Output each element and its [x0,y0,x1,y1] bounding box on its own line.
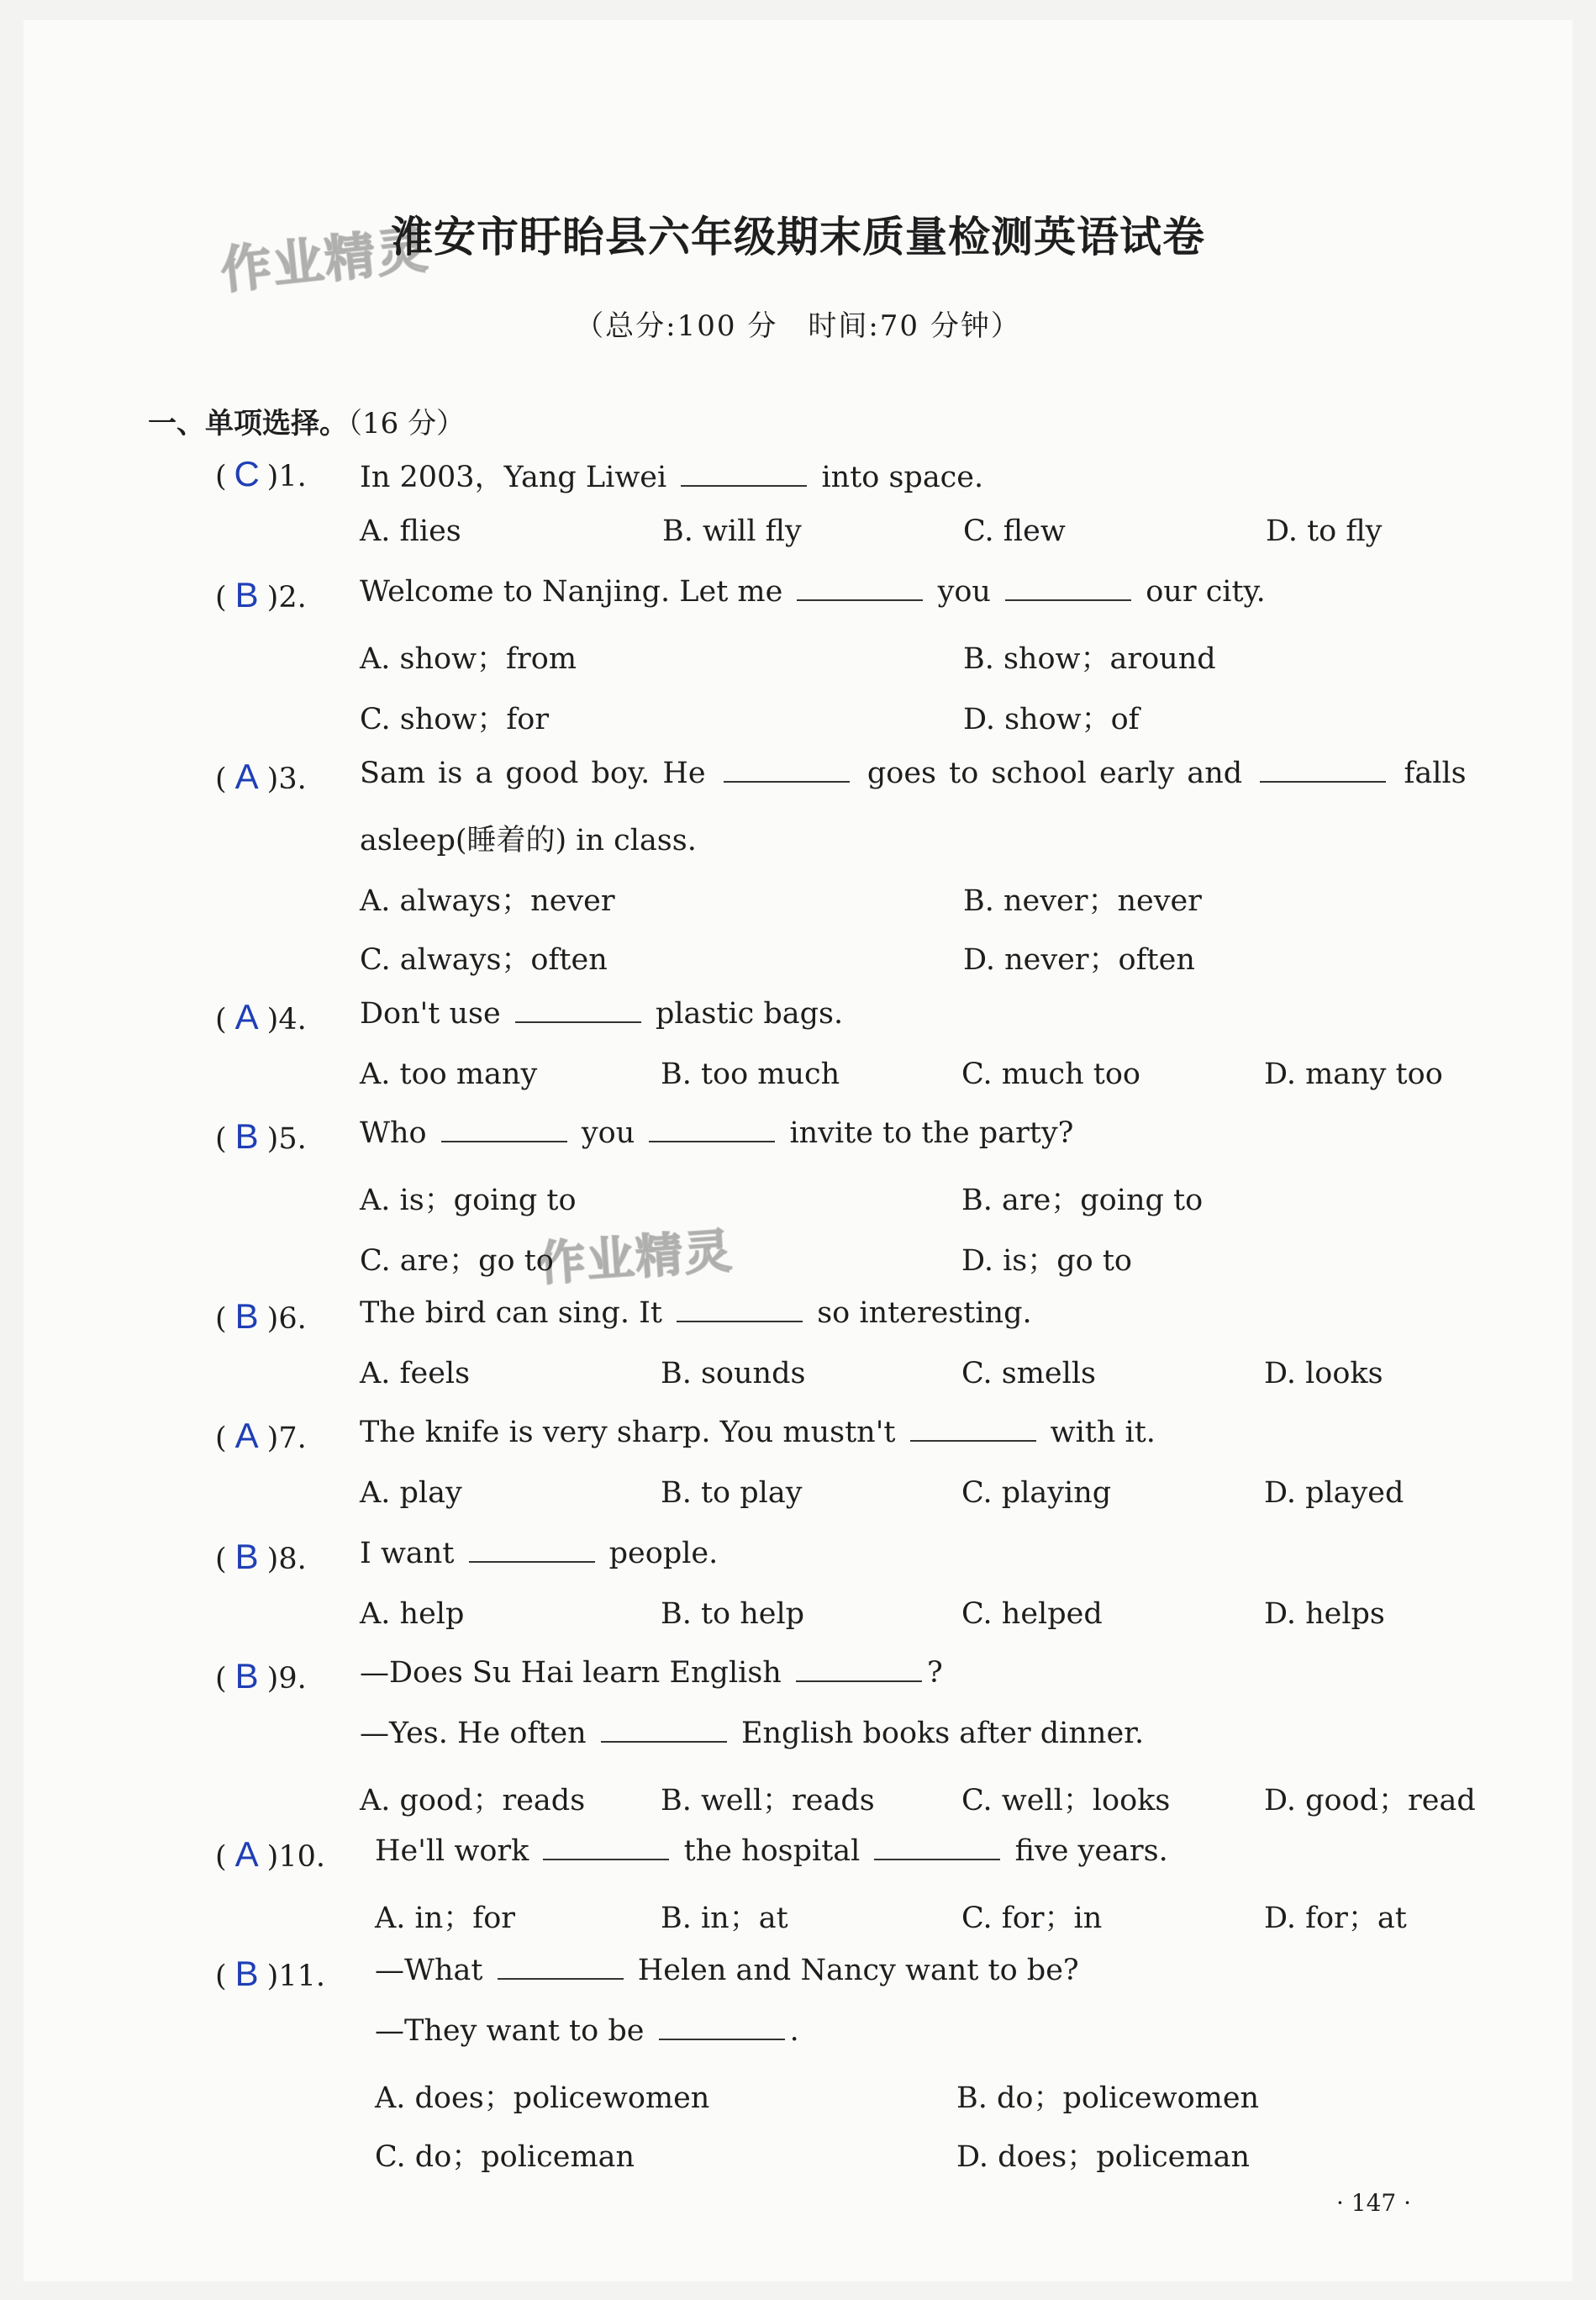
option-b: B. never；never [963,884,1202,918]
stem-text: —Does Su Hai learn English [360,1656,791,1690]
stem-text: —They want to be [375,2014,654,2048]
answer-blank [601,1717,727,1743]
answer-paren: ( A )4. [215,997,307,1037]
question-number: 1. [278,460,307,493]
option-d: D. helps [1264,1597,1385,1631]
option-c: C. smells [961,1357,1096,1390]
option-a: A. good；reads [360,1784,586,1817]
answer-paren: ( A )3. [215,757,307,796]
option-c: C. much too [961,1058,1140,1091]
answer-blank [724,757,850,783]
question-number: 6. [278,1302,307,1336]
option-a: A. does；policewomen [375,2081,710,2115]
answer-mark: A [234,1834,259,1874]
answer-paren: ( B )5. [215,1116,307,1156]
question-stem [360,454,983,496]
answer-mark: B [234,1656,259,1696]
option-b: B. do；policewomen [956,2081,1260,2115]
question-stem [360,1416,1156,1449]
answer-blank [681,462,807,487]
answer-paren: ( B )11. [215,1954,325,1993]
answer-blank [874,1835,1000,1860]
answer-mark: B [234,1116,259,1156]
stem-text: our city. [1136,575,1266,609]
option-a: A. always；never [360,884,615,918]
stem-text: Helen and Nancy want to be? [628,1954,1079,1987]
option-b: B. in；at [661,1902,788,1935]
answer-blank [910,1416,1036,1442]
watermark-logo: 作业精灵 [536,1223,735,1293]
answer-mark: B [234,575,259,615]
option-d: D. good；read [1264,1784,1476,1817]
answer-mark: A [234,757,259,796]
option-b: B. are；going to [961,1184,1204,1217]
option-b: B. well；reads [661,1784,875,1817]
stem-text: He'll work [375,1834,539,1868]
exam-info: （总分:100 分 时间:70 分钟） [575,309,1021,343]
option-a: A. play [360,1476,462,1510]
option-b: B. to help [661,1597,805,1631]
question-stem [360,1656,943,1690]
stem-text: . [789,2014,799,2048]
stem-text: English books after dinner. [731,1717,1145,1750]
answer-blank [469,1538,595,1563]
answer-paren: ( B )8. [215,1537,307,1576]
page-number: · 147 · [1336,2189,1412,2217]
stem-text: the hospital [674,1834,870,1868]
option-d: D. played [1264,1476,1404,1510]
answer-mark: A [234,1416,259,1455]
stem-text: ? [926,1656,943,1690]
answer-blank [543,1835,669,1860]
stem-text: Sam is a good boy. He [360,757,719,790]
answer-blank [649,1117,775,1142]
answer-blank [1005,576,1131,601]
stem-text: Who [360,1116,436,1150]
section-label: 一、单项选择。 [148,407,348,440]
question-number: 11. [278,1960,325,1993]
stem-text: goes to school early and [854,757,1256,790]
answer-blank [797,576,923,601]
answer-blank [1260,757,1386,783]
option-b: B. show；around [963,642,1216,676]
stem-text: you [572,1116,645,1150]
stem-text: —What [375,1954,492,1987]
option-c: C. helped [961,1597,1103,1631]
question-stem [360,1296,1032,1330]
stem-text: invite to the party? [780,1116,1074,1150]
answer-blank [659,2015,785,2040]
answer-paren: ( C )1. [215,454,307,493]
answer-mark: B [234,1954,259,1993]
answer-paren: ( B )6. [215,1296,307,1336]
question-number: 4. [278,1003,307,1037]
option-a: A. show；from [360,642,577,676]
question-number: 5. [278,1122,307,1156]
question-stem-continued: asleep(睡着的) in class. [360,824,697,857]
option-c: C. show；for [360,703,550,736]
option-a: A. is；going to [360,1184,577,1217]
option-b: B. sounds [661,1357,806,1390]
option-b: B. to play [661,1476,803,1510]
answer-paren: ( A )10. [215,1834,325,1874]
option-a: A. flies [360,514,461,548]
stem-text: The bird can sing. It [360,1296,672,1330]
question-stem-reply [375,2014,799,2048]
option-d: D. looks [1264,1357,1383,1390]
answer-blank [796,1657,922,1682]
stem-text: you [928,575,1001,609]
question-number: 3. [278,762,307,796]
stem-text: I want [360,1537,464,1570]
answer-blank [498,1954,624,1980]
stem-text: Don't use [360,997,510,1031]
option-d: D. for；at [1264,1902,1407,1935]
question-stem [360,1537,718,1570]
option-c: C. flew [963,514,1066,548]
answer-paren: ( B )9. [215,1656,307,1696]
answer-blank [441,1117,567,1142]
question-stem [375,1954,1079,1987]
answer-blank [515,998,641,1023]
answer-mark: A [234,997,259,1037]
stem-text: people. [599,1537,719,1570]
stem-text: so interesting. [808,1296,1032,1330]
option-d: D. is；go to [961,1244,1132,1278]
answer-mark: B [234,1296,259,1336]
question-number: 7. [278,1422,307,1455]
option-c: C. are；go to [360,1244,554,1278]
question-stem [375,1834,1168,1868]
option-b: B. will fly [662,514,802,548]
question-stem [360,1116,1073,1150]
section-heading [148,400,465,441]
stem-text: The knife is very sharp. You mustn't [360,1416,905,1449]
stem-text: into space. [812,461,984,494]
stem-text: In 2003，Yang Liwei [360,461,677,494]
question-stem [360,997,843,1031]
stem-text: five years. [1005,1834,1168,1868]
option-d: D. to fly [1266,514,1383,548]
option-a: A. feels [360,1357,471,1390]
question-stem [360,575,1266,609]
option-c: C. always；often [360,943,608,977]
option-d: D. many too [1264,1058,1443,1091]
stem-text: falls [1391,757,1467,790]
answer-blank [677,1297,803,1322]
option-d: D. never；often [963,943,1195,977]
option-a: A. in；for [375,1902,516,1935]
question-stem-reply [360,1717,1144,1750]
stem-text: Welcome to Nanjing. Let me [360,575,793,609]
question-number: 10. [278,1840,325,1874]
option-a: A. too many [360,1058,538,1091]
watermark-logo: 作业精灵 [218,220,432,301]
option-c: C. do；policeman [375,2140,635,2174]
stem-text: with it. [1040,1416,1156,1449]
page-title: 淮安市盱眙县六年级期末质量检测英语试卷 [391,213,1205,261]
stem-text: —Yes. He often [360,1717,596,1750]
stem-text: plastic bags. [645,997,844,1031]
option-b: B. too much [661,1058,840,1091]
answer-paren: ( B )2. [215,575,307,615]
section-points: （16 分） [348,407,466,440]
option-c: C. well；looks [961,1784,1171,1817]
option-d: D. does；policeman [956,2140,1250,2174]
option-a: A. help [360,1597,465,1631]
question-stem [360,757,1467,790]
question-number: 8. [278,1543,307,1576]
answer-paren: ( A )7. [215,1416,307,1455]
question-number: 9. [278,1662,307,1696]
question-number: 2. [278,581,307,615]
answer-mark: C [234,454,260,493]
option-c: C. playing [961,1476,1112,1510]
option-c: C. for；in [961,1902,1103,1935]
answer-mark: B [234,1537,259,1576]
option-d: D. show；of [963,703,1140,736]
